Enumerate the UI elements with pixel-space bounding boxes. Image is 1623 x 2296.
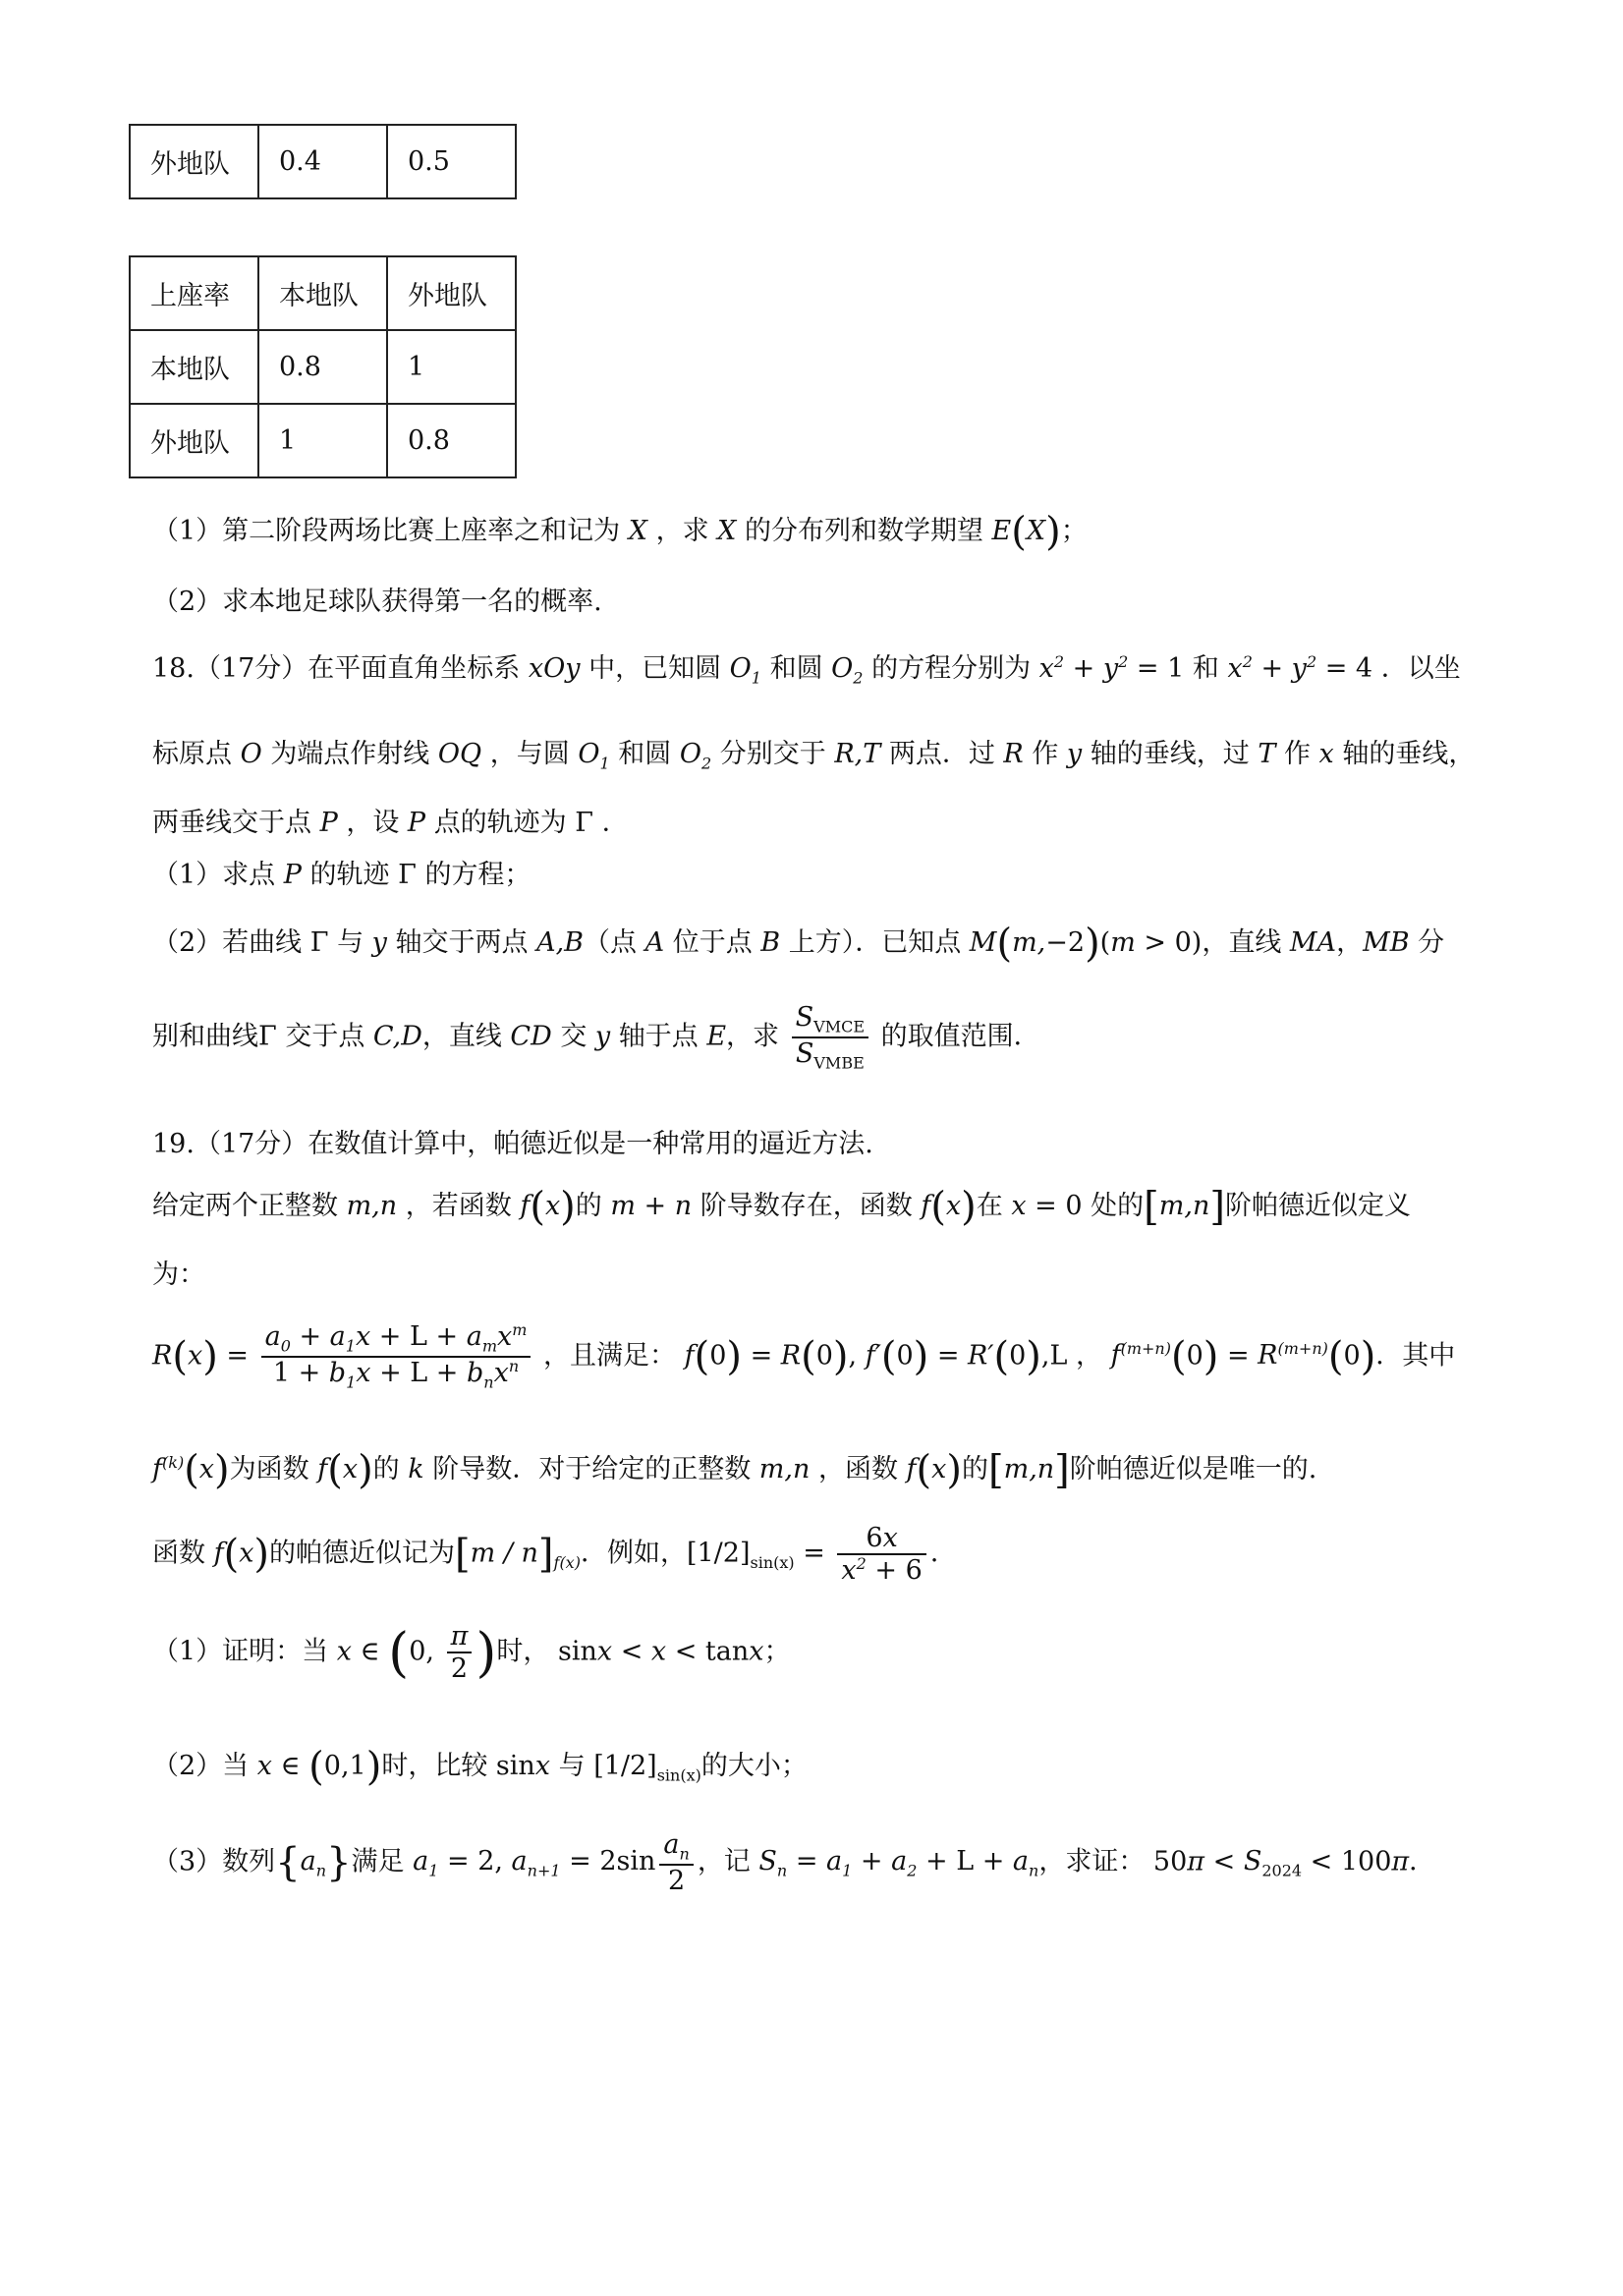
q19-heading: 19.（17分）在数值计算中，帕德近似是一种常用的逼近方法.: [152, 1129, 873, 1159]
q19-def-line4: $f^{(k)}(x)$为函数 f(x)的 k 阶导数．对于给定的正整数 m,n ，函数 f(x)的[m,n]阶帕德近似是唯一的.: [152, 1447, 1317, 1493]
table-cell: 1: [258, 404, 387, 477]
pi-half: $\frac{\pi}{2}$: [447, 1621, 473, 1684]
table-row: [130, 125, 516, 198]
table-cell: 0.4: [258, 125, 387, 198]
example-fraction: $\frac{6x}{x^2 + 6}$: [837, 1523, 925, 1586]
table-cell: 上座率: [130, 256, 258, 330]
table-cell: 0.8: [258, 330, 387, 404]
q18-line1: 18.（17分）在平面直角坐标系 xOy 中，已知圆 $O_1$ 和圆 $O_2$ 的方程分别为 $x^2 + y^2 = 1$ 和 $x^2 + y^2 = 4$ ．以坐: [152, 652, 1461, 688]
q17-part1: （1）第二阶段两场比赛上座率之和记为 X ，求 X 的分布列和数学期望 E(X)；: [152, 509, 1088, 555]
area-ratio: $\frac{S_{VMCE}}{S_{VMBE}}$: [792, 1002, 868, 1073]
q19-part1: （1）证明：当 x ∈ (0, $\frac{\pi}{2}$ )时， sinx < x < tanx；: [152, 1621, 791, 1685]
attendance-table: [129, 255, 517, 478]
q19-part3: （3）数列$\{a_n\}$满足 $a_1 = 2$, $a_{n+1} = 2\sin$ $\frac{a_n}{2}$ ，记 $S_n = a_1 + a_2 + L + a_n$，求证： $50\pi < S_{2024} < 100\pi$．: [152, 1829, 1436, 1896]
half-an: $\frac{a_n}{2}$: [659, 1829, 693, 1896]
q19-def-line1: 给定两个正整数 m,n ，若函数 f(x)的 m + n 阶导数存在，函数 f(x)在 x = 0 处的[m,n]阶帕德近似定义: [152, 1184, 1411, 1230]
table-cell: 0.5: [387, 125, 516, 198]
q18-part2: （2）若曲线 Γ 与 y 轴交于两点 A,B（点 A 位于点 B 上方）．已知点 M(m,−2)(m > 0)，直线 MA，MB 分: [152, 921, 1445, 967]
pade-fraction: $\frac{a_0 + a_1x + L + a_mx^m}{1 + b_1x + L + b_nx^n}$: [261, 1321, 532, 1392]
table-row: [130, 330, 516, 404]
table-cell: 外地队: [387, 256, 516, 330]
table-cell: 1: [387, 330, 516, 404]
table-cell: 外地队: [130, 404, 258, 477]
q19-part2: （2）当 x ∈ (0,1)时，比较 sinx 与 $[1/2]_{sin(x)}$的大小；: [152, 1744, 808, 1790]
q18-line2: 标原点 O 为端点作射线 OQ ，与圆 $O_1$ 和圆 $O_2$ 分别交于 R,T 两点．过 R 作 y 轴的垂线，过 T 作 x 轴的垂线，: [152, 739, 1476, 773]
table-partial: [129, 124, 517, 199]
table-cell: 本地队: [130, 330, 258, 404]
table-row: [130, 404, 516, 477]
q19-def-line2: 为：: [152, 1260, 205, 1290]
q18-part1: （1）求点 P 的轨迹 Γ 的方程；: [152, 860, 532, 890]
q17-part2: （2）求本地足球队获得第一名的概率.: [152, 587, 602, 617]
q18-part2-cont: 别和曲线Γ 交于点 C,D，直线 CD 交 y 轴于点 E，求 $\frac{S_{VMCE}}{S_{VMBE}}$ 的取值范围．: [152, 1002, 1040, 1073]
table-row: [130, 256, 516, 330]
q19-def-line5: 函数 f(x)的帕德近似记为$[m / n]_{f(x)}$．例如，$[1/2]_{sin(x)}$ = $\frac{6x}{x^2 + 6}$ ．: [152, 1523, 957, 1587]
table-cell: 本地队: [258, 256, 387, 330]
q19-def-formula: R(x) = $\frac{a_0 + a_1x + L + a_mx^m}{1 + b_1x + L + b_nx^n}$ ，且满足： f(0) = R(0), f′(0) = R′(0),L ， $f^{(m+n)}(0) = R^{(m+n)}(0)$．其中: [152, 1320, 1456, 1392]
q18-line3: 两垂线交于点 P ，设 P 点的轨迹为 Γ ．: [152, 808, 629, 838]
table-cell: 外地队: [130, 125, 258, 198]
table-cell: 0.8: [387, 404, 516, 477]
